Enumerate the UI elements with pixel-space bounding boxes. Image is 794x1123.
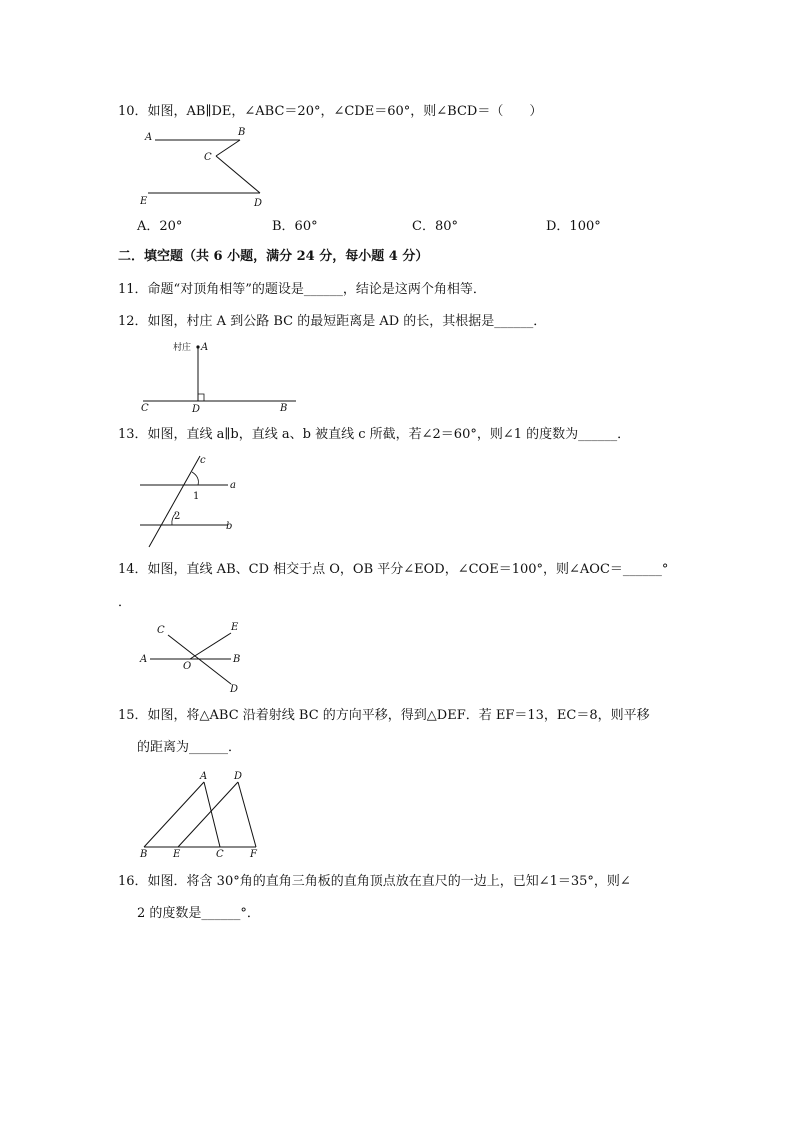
segment-bc [216,140,240,156]
label-b: B [280,403,288,414]
question-16-text-2: 2 的度数是______°． [137,906,260,921]
label-c: C [157,625,165,636]
segment-df [238,782,256,847]
label-b: b [226,521,233,532]
label-b: B [233,654,241,665]
label-a: a [230,480,236,491]
label-c: c [200,455,206,466]
option-b: B．60° [272,219,318,234]
label-c: C [204,152,212,163]
question-14-figure [138,618,250,698]
angle-1-label: 1 [193,491,200,502]
question-13-text: 13．如图，直线 a∥b，直线 a、b 被直线 c 所截，若∠2＝60°，则∠1 的度数为______． [118,427,631,442]
label-a: A [140,654,148,665]
label-d: D [192,404,201,415]
question-14-text: 14．如图，直线 AB、CD 相交于点 O，OB 平分∠EOD，∠COE＝100°，则∠AOC＝______° [118,562,669,577]
ray-oe [190,633,231,659]
label-e: E [173,849,181,860]
segment-ab [144,782,204,847]
label-c: C [216,849,224,860]
label-d: D [234,771,243,782]
label-village: 村庄 [173,343,192,353]
question-16-text-1: 16．如图．将含 30°角的直角三角板的直角顶点放在直尺的一边上，已知∠1＝35°，则∠ [118,874,631,889]
label-d: D [230,684,239,695]
option-a: A．20° [137,219,183,234]
segment-ac [204,782,220,847]
label-a: A [200,771,208,782]
question-10-text: 10．如图，AB∥DE，∠ABC＝20°，∠CDE＝60°，则∠BCD＝（ ） [118,104,543,119]
label-a: A [145,132,153,143]
question-15-figure [138,768,266,860]
question-13-figure [138,452,250,550]
question-12-text: 12．如图，村庄 A 到公路 BC 的最短距离是 AD 的长，其根据是______． [118,314,547,329]
angle-1-arc [192,472,198,485]
option-d: D．100° [546,219,601,234]
question-12-figure [138,338,303,416]
label-a: A [201,342,209,353]
label-b: B [238,127,246,138]
label-c: C [141,403,149,414]
point-a [196,345,199,348]
segment-de [178,782,238,847]
question-11-text: 11．命题“对顶角相等”的题设是______，结论是这两个角相等． [118,282,486,297]
segment-cd [216,156,260,193]
label-e: E [231,622,239,633]
question-15-text-1: 15．如图，将△ABC 沿着射线 BC 的方向平移，得到△DEF．若 EF＝13，EC＝8，则平移 [118,708,650,723]
label-b: B [140,849,148,860]
label-o: O [183,661,192,672]
option-c: C．80° [412,219,458,234]
label-d: D [254,198,263,209]
angle-2-label: 2 [174,511,181,522]
question-15-text-2: 的距离为______． [137,740,242,755]
question-10-figure [140,125,280,211]
right-angle-mark [198,394,204,401]
label-f: F [250,849,257,860]
label-e: E [140,196,148,207]
question-14-continuation: ． [118,595,132,610]
section-2-heading: 二．填空题（共 6 小题，满分 24 分，每小题 4 分） [118,249,429,264]
